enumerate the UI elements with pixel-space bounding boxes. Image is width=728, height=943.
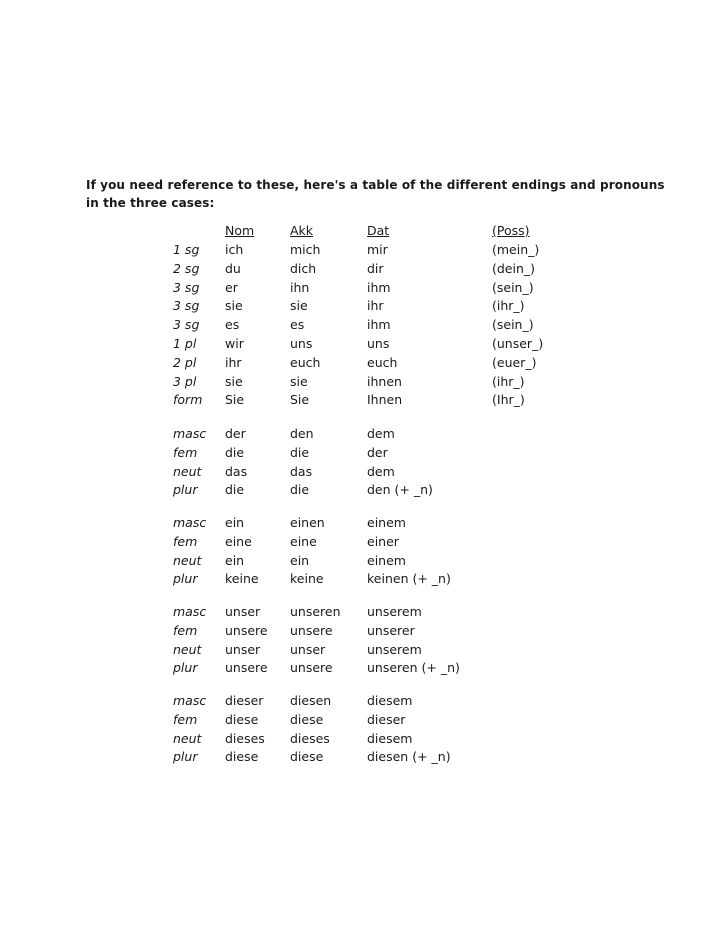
cell-akk: das (290, 463, 313, 479)
cell-akk: den (290, 426, 314, 441)
cell-akk: es (290, 317, 305, 333)
cell-dat: ihr (367, 298, 384, 314)
cell-label: 1 sg (173, 242, 200, 257)
cell-poss: (ihr_) (492, 298, 525, 314)
header-akk: Akk (290, 223, 314, 238)
cell-poss: (euer_) (492, 354, 537, 370)
cell-label: masc (173, 515, 207, 530)
cell-nom: der (225, 426, 246, 441)
cell-poss: (sein_) (492, 279, 534, 295)
cell-label: plur (173, 660, 198, 676)
cell-akk: unser (290, 641, 326, 657)
cell-akk: Sie (290, 392, 310, 408)
cell-label: 3 sg (173, 298, 200, 314)
cell-dat: Ihnen (367, 392, 403, 408)
cell-nom: sie (225, 373, 243, 389)
cell-akk: keine (290, 571, 324, 587)
cell-dat: mir (367, 242, 388, 257)
cell-nom: das (225, 463, 248, 479)
cell-akk: die (290, 482, 310, 498)
cell-akk: dieses (290, 730, 330, 746)
cell-nom: dieses (225, 730, 265, 746)
cell-label: plur (173, 571, 198, 587)
cell-label: neut (173, 730, 202, 746)
cell-akk: sie (290, 298, 308, 314)
cell-nom: unser (225, 604, 261, 619)
cell-akk: ihn (290, 279, 310, 295)
cell-poss: (mein_) (492, 242, 540, 257)
cell-dat: ihm (367, 279, 391, 295)
cell-dat: dir (367, 260, 384, 276)
cell-label: neut (173, 552, 202, 568)
cell-akk: dich (290, 260, 317, 276)
cell-akk: diese (290, 711, 324, 727)
cell-nom: unser (225, 641, 261, 657)
intro-paragraph: If you need reference to these, here's a table of the different endings and pronouns in the three cases: (86, 178, 665, 210)
cell-dat: unserer (367, 622, 415, 638)
cell-dat: uns (367, 336, 390, 351)
header-nom: Nom (225, 223, 255, 238)
cell-nom: sie (225, 298, 243, 314)
cell-nom: dieser (225, 693, 264, 708)
cell-nom: es (225, 317, 240, 333)
cell-dat: dieser (367, 711, 406, 727)
cell-poss: (unser_) (492, 336, 544, 351)
cell-nom: ein (225, 515, 245, 530)
cell-nom: keine (225, 571, 259, 587)
cell-akk: euch (290, 354, 321, 370)
cell-label: neut (173, 641, 202, 657)
cell-nom: wir (225, 336, 244, 351)
cell-akk: unsere (290, 622, 333, 638)
cell-dat: der (367, 444, 388, 460)
header-poss: (Poss) (492, 223, 530, 238)
cell-akk: unsere (290, 660, 333, 676)
cell-dat: den (+ _n) (367, 482, 433, 498)
cell-nom: die (225, 482, 245, 498)
cell-nom: ihr (225, 354, 242, 370)
cell-nom: diese (225, 749, 259, 765)
cell-nom: du (225, 260, 241, 276)
cell-dat: unserem (367, 641, 422, 657)
cell-dat: dem (367, 463, 395, 479)
cell-akk: einen (290, 515, 325, 530)
cell-akk: diesen (290, 693, 332, 708)
cell-label: masc (173, 426, 207, 441)
cell-label: 3 sg (173, 317, 200, 333)
cell-nom: die (225, 444, 245, 460)
cell-nom: eine (225, 533, 252, 549)
cell-nom: ein (225, 552, 245, 568)
cell-label: plur (173, 749, 198, 765)
cell-poss: (sein_) (492, 317, 534, 333)
cell-dat: einem (367, 552, 406, 568)
cell-dat: einem (367, 515, 406, 530)
cell-akk: ein (290, 552, 310, 568)
cell-label: fem (173, 711, 198, 727)
cell-dat: unserem (367, 604, 422, 619)
cell-nom: Sie (225, 392, 245, 408)
cell-label: 2 pl (173, 354, 197, 370)
cell-nom: er (225, 279, 238, 295)
cell-label: fem (173, 533, 198, 549)
cell-poss: (ihr_) (492, 373, 525, 389)
cell-dat: diesem (367, 693, 413, 708)
cell-nom: unsere (225, 660, 268, 676)
cell-dat: ihm (367, 317, 391, 333)
cell-label: form (173, 392, 203, 408)
cell-akk: mich (290, 242, 321, 257)
cell-akk: eine (290, 533, 317, 549)
cell-label: plur (173, 482, 198, 498)
cell-dat: diesem (367, 730, 413, 746)
cell-label: 3 sg (173, 279, 200, 295)
cell-akk: diese (290, 749, 324, 765)
cell-label: masc (173, 604, 207, 619)
cell-label: fem (173, 622, 198, 638)
cell-akk: uns (290, 336, 313, 351)
cell-dat: einer (367, 533, 399, 549)
cell-akk: unseren (290, 604, 341, 619)
cell-akk: die (290, 444, 310, 460)
cell-label: fem (173, 444, 198, 460)
cell-dat: euch (367, 354, 398, 370)
cell-label: 2 sg (173, 260, 200, 276)
cell-akk: sie (290, 373, 308, 389)
cell-dat: ihnen (367, 373, 402, 389)
cell-label: neut (173, 463, 202, 479)
cell-poss: (dein_) (492, 260, 536, 276)
cell-dat: diesen (+ _n) (367, 749, 451, 765)
cell-nom: unsere (225, 622, 268, 638)
header-dat: Dat (367, 223, 390, 238)
cell-dat: dem (367, 426, 395, 441)
cell-label: 3 pl (173, 373, 197, 389)
cell-dat: unseren (+ _n) (367, 660, 460, 676)
cell-nom: diese (225, 711, 259, 727)
cell-dat: keinen (+ _n) (367, 571, 451, 587)
cell-label: 1 pl (173, 336, 197, 351)
cell-label: masc (173, 693, 207, 708)
cell-poss: (Ihr_) (492, 392, 525, 408)
cell-nom: ich (225, 242, 244, 257)
